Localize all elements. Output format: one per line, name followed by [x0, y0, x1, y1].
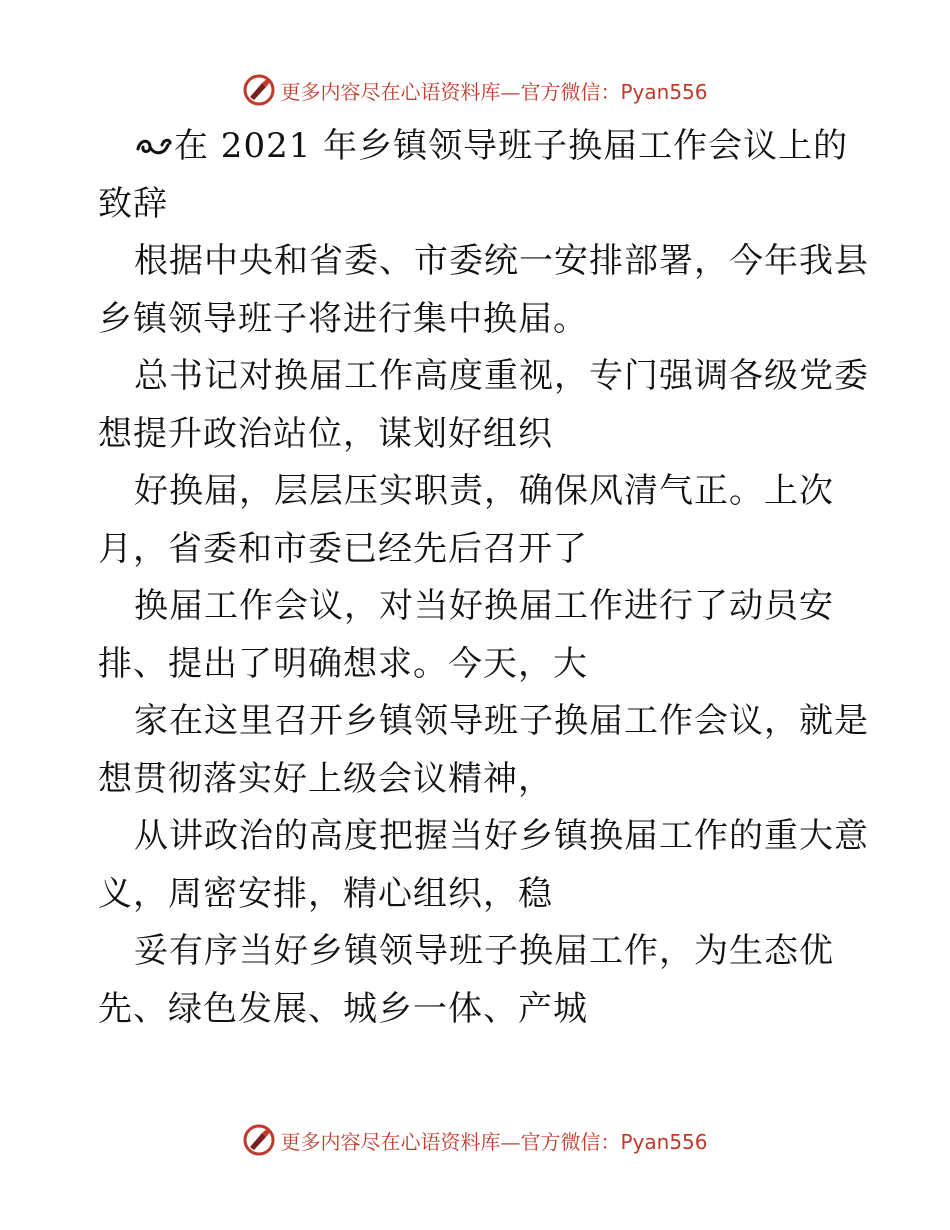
paragraph-line: 好换届，层层压实职责，确保风清气正。上次: [134, 471, 834, 511]
paragraph-line: 乡镇领导班子将进行集中换届。: [98, 298, 588, 339]
paragraph-line: 根据中央和省委、市委统一安排部署，今年我县: [134, 241, 869, 281]
document-title-line-1: [98, 118, 858, 176]
document-body: [98, 118, 869, 1038]
document-title-line-2: 致辞: [98, 183, 168, 224]
flourish-icon: [134, 127, 174, 161]
banner-text: [280, 76, 707, 105]
banner-wechat-id: Pyan556: [620, 1129, 708, 1154]
logo-icon: [242, 1123, 276, 1157]
paragraph-line: 家在这里召开乡镇领导班子换届工作会议，就是: [134, 701, 869, 741]
document-title-text: 在 2021 年乡镇领导班子换届工作会议上的: [174, 126, 849, 166]
paragraph-line: 妥有序当好乡镇领导班子换届工作，为生态优: [134, 931, 834, 971]
paragraph-line: 先、绿色发展、城乡一体、产城: [98, 988, 588, 1029]
banner-dash: —: [500, 1129, 521, 1154]
banner-wechat-label: 官方微信：: [520, 1129, 621, 1154]
banner-main-text: 更多内容尽在心语资料库: [280, 1129, 501, 1154]
banner-text: [280, 1126, 707, 1155]
paragraph-line: 从讲政治的高度把握当好乡镇换届工作的重大意: [134, 816, 869, 856]
footer-banner: [0, 1120, 950, 1160]
paragraph-line: 想贯彻落实好上级会议精神，: [98, 758, 553, 799]
paragraph-line: 月，省委和市委已经先后召开了: [98, 528, 588, 569]
paragraph-line: 换届工作会议，对当好换届工作进行了动员安: [134, 586, 834, 626]
paragraph-line: 想提升政治站位，谋划好组织: [98, 413, 553, 454]
banner-wechat-label: 官方微信：: [520, 79, 621, 104]
logo-icon: [242, 73, 276, 107]
banner-main-text: 更多内容尽在心语资料库: [280, 79, 501, 104]
banner-wechat-id: Pyan556: [620, 79, 708, 104]
header-banner: [0, 70, 950, 110]
paragraph-line: 排、提出了明确想求。今天，大: [98, 643, 588, 684]
banner-dash: —: [500, 79, 521, 104]
paragraph-lines: [98, 233, 869, 1038]
paragraph-line: 总书记对换届工作高度重视，专门强调各级党委: [134, 356, 869, 396]
paragraph-line: 义，周密安排，精心组织，稳: [98, 873, 553, 914]
